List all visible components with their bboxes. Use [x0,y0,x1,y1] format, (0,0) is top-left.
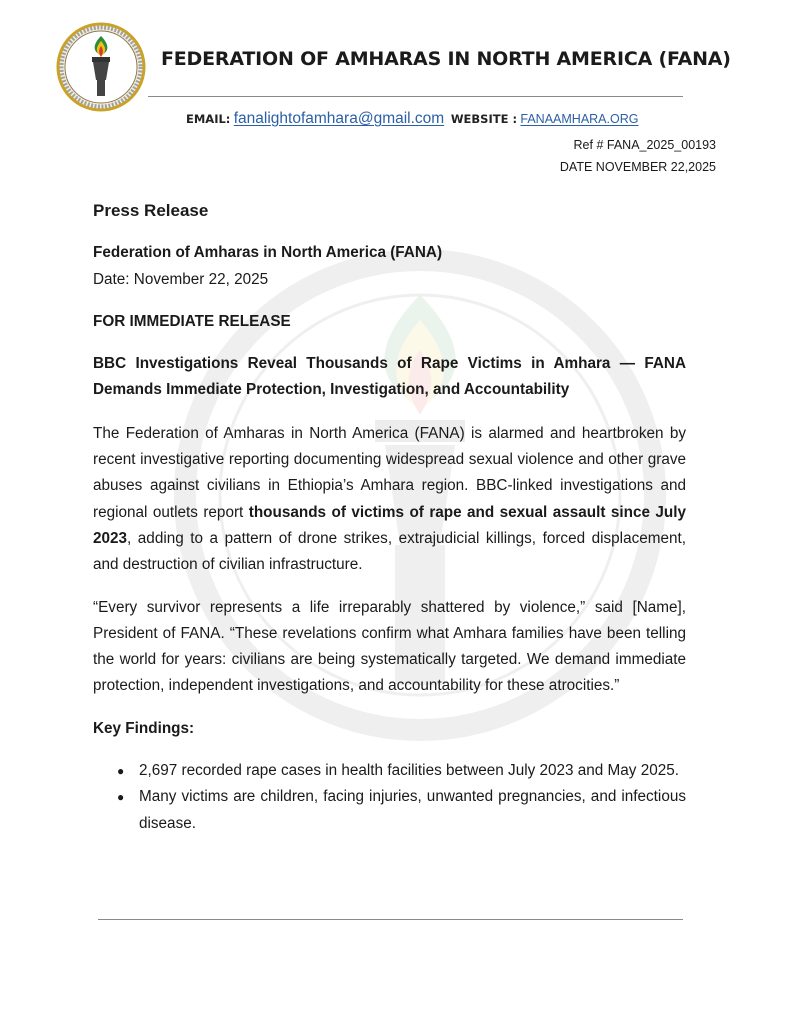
email-link[interactable]: fanalightofamhara@gmail.com [233,110,445,127]
paragraph-intro [93,421,686,579]
organization-name: FEDERATION OF AMHARAS IN NORTH AMERICA (FANA) [161,48,731,70]
date-line: Date: November 22, 2025 [93,270,269,288]
press-release-body [93,198,686,837]
website-link[interactable]: FANAAMHARA.ORG [520,112,639,126]
website-label: WEBSITE : [450,112,518,126]
press-release-title: Press Release [93,201,209,220]
list-item [117,784,686,837]
reference-number: Ref # FANA_2025_00193 [573,138,716,152]
president-quote: “Every survivor represents a life irreparably shattered by violence,” said [Name], President of FANA. “These revelations confirm what Amhara families have been telling the world for years: civilians are being systematically targeted. We demand immediate protection, independent investigations, and accountability for these atrocities.” [93,598,686,695]
header-divider [148,96,683,97]
headline: BBC Investigations Reveal Thousands of Rape Victims in Amhara — FANA Demands Immediate Protection, Investigation, and Accountability [93,355,686,399]
bullet-icon: ● [117,790,125,805]
finding-text: Many victims are children, facing injuries, unwanted pregnancies, and infectious disease. [139,788,686,832]
paragraph-intro-start: The Federation of Amharas in North America (FANA) is alarmed and heartbroken by recent investigative reporting documenting widespread sexual violence and other grave abuses against civilians in Ethiopia’s Amhara region. BBC-linked investigations and regional outlets report [93,424,686,521]
bullet-icon: ● [117,764,125,779]
paragraph-intro-highlight: thousands of victims of rape and sexual assault since July 2023 [93,503,686,547]
paragraph-intro-end: , adding to a pattern of drone strikes, extrajudicial killings, forced displacement, and destruction of civilian infrastructure. [93,529,686,574]
email-label: EMAIL: [186,112,231,126]
list-item [117,758,686,784]
torch-emblem-icon [56,22,146,112]
key-findings-title: Key Findings: [93,719,195,737]
key-findings-list [93,758,686,837]
footer-divider [98,919,683,920]
finding-text: 2,697 recorded rape cases in health facilities between July 2023 and May 2025. [139,762,679,780]
header-date: DATE NOVEMBER 22,2025 [559,160,716,174]
contact-line [186,110,638,128]
immediate-release: FOR IMMEDIATE RELEASE [93,312,291,330]
org-line: Federation of Amharas in North America (FANA) [93,244,443,262]
